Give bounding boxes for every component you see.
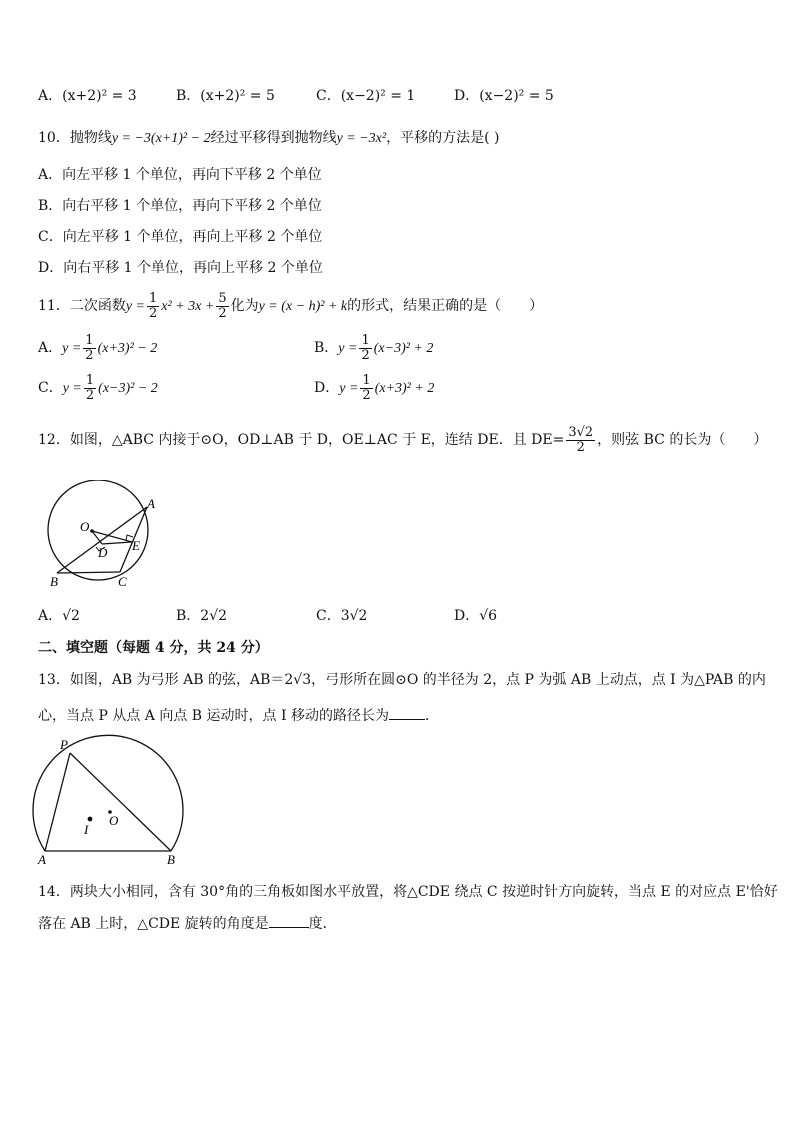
q11-option-b-y: y = [338,341,358,356]
q12-label-e: E [132,538,140,553]
q9-option-b: B．(x+2)² = 5 [176,88,275,104]
q12-option-d: D．√6 [454,608,498,624]
q11-frac-half [147,292,159,321]
q13-segment-pa [45,753,70,851]
q10-option-a: A．向左平移 1 个单位，再向下平移 2 个单位 [38,167,322,183]
q11-option-d-expr: (x+3)² + 2 [374,381,435,396]
q12-stem [38,424,767,456]
q12-option-b: B．2√2 [176,608,228,624]
q11-option-a [38,332,157,365]
q11-option-d-frac [360,374,372,403]
q11-option-d [314,372,434,405]
q10-option-b: B．向右平移 1 个单位，再向下平移 2 个单位 [38,198,322,214]
q14-line2-end: 度． [308,916,337,932]
q11-mid: 化为 [230,298,259,314]
q11-option-a-frac-den: 2 [85,347,94,363]
q13-label-o: O [109,813,119,828]
q11-suffix: 的形式，结果正确的是（ ） [347,298,544,314]
q11-option-a-expr: (x+3)² − 2 [97,341,158,356]
q10-mid: 经过平移得到抛物线 [210,130,337,146]
q11-option-c-frac [84,374,96,403]
q12-segment-de [102,542,132,544]
q14-answer-blank[interactable] [269,913,309,928]
q10-expr2: y = −3x² [336,131,387,146]
q11-option-c-frac-den: 2 [85,387,95,403]
q11-option-d-frac-num: 1 [362,372,371,388]
q11-frac-five-half [216,292,228,321]
q13-label-a: A [38,852,46,866]
q11-y-eq: y = [125,299,145,314]
q13-figure [30,734,195,866]
q12-circle [48,480,148,580]
q11-option-b-label: B． [314,340,339,356]
q9-option-a: A．(x+2)² = 3 [38,88,137,104]
q12-frac-num: 3√2 [568,424,594,440]
q13-label-b: B [167,852,175,866]
q11-option-d-label: D． [314,380,340,396]
q11-option-b-frac-num: 1 [361,332,370,348]
q12-label-b: B [50,574,58,589]
q11-option-c-expr: (x−3)² − 2 [98,381,158,396]
q11-option-c-frac-num: 1 [85,372,95,388]
q11-frac-five-num: 5 [218,290,227,306]
q14-line1: 14．两块大小相同，含有 30°角的三角板如图水平放置，将△CDE 绕点 C 按逆时针方向旋转，当点 E 的对应点 E'恰好 [38,884,778,900]
q12-option-a: A．√2 [38,608,80,624]
q11-option-b [314,332,433,365]
q13-arc [33,735,183,851]
q14-line2-text: 落在 AB 上时，△CDE 旋转的角度是 [38,916,269,932]
q13-line2-text: 心，当点 P 从点 A 向点 B 运动时，点 I 移动的路径长为 [38,708,389,724]
q12-frac [566,426,595,455]
q12-text1: 12．如图，△ABC 内接于⊙O，OD⊥AB 于 D，OE⊥AC 于 E，连结 DE．且 DE= [38,432,565,448]
section-2-heading: 二、填空题（每题 4 分，共 24 分） [38,640,269,656]
q10-option-c: C．向左平移 1 个单位，再向上平移 2 个单位 [38,229,323,245]
q12-point-o [90,529,94,533]
q13-line2-end: ． [424,708,439,724]
q11-target: y = (x − h)² + k [258,299,348,314]
q12-frac-den: 2 [576,439,585,455]
q12-option-c: C．3√2 [316,608,368,624]
q11-prefix: 11．二次函数 [38,298,126,314]
q9-option-c: C．(x−2)² = 1 [316,88,416,104]
q11-option-b-frac-den: 2 [361,347,370,363]
q11-option-a-frac [83,334,95,363]
q13-point-i [88,817,93,822]
q14-line2 [38,913,337,934]
q13-line2 [38,705,439,726]
q12-label-a: A [147,496,155,511]
q12-text2: ，则弦 BC 的长为（ ） [597,432,768,448]
q9-option-d: D．(x−2)² = 5 [454,88,554,104]
q11-option-a-label: A． [38,340,63,356]
q11-frac-half-den: 2 [149,305,158,321]
q11-option-b-frac [359,334,371,363]
q11-option-a-y: y = [62,341,82,356]
q11-option-d-y: y = [339,381,359,396]
q12-segment-bc [57,572,120,573]
q13-answer-blank[interactable] [389,705,425,720]
q12-label-o: O [80,519,90,534]
q13-line1: 13．如图，AB 为弓形 AB 的弦，AB＝2√3，弓形所在圆⊙O 的半径为 2，点 P 为弧 AB 上动点，点 I 为△PAB 的内 [38,672,766,688]
q11-middle-terms: x² + 3x + [161,299,215,314]
q11-frac-half-num: 1 [149,290,158,306]
q10-expr1: y = −3(x+1)² − 2 [111,131,211,146]
q10-stem [38,128,499,149]
q11-option-b-expr: (x−3)² + 2 [373,341,434,356]
q13-label-p: P [60,737,68,752]
q11-option-d-frac-den: 2 [362,387,371,403]
q11-option-c [38,372,158,405]
q11-option-c-y: y = [62,381,82,396]
q11-stem [38,290,543,323]
q10-suffix: ，平移的方法是( ) [386,130,500,146]
q12-figure [30,480,170,595]
q12-label-c: C [118,574,127,589]
q10-prefix: 10．抛物线 [38,130,112,146]
q12-label-d: D [98,545,108,560]
q11-frac-five-den: 2 [218,305,227,321]
q13-label-i: I [84,822,89,837]
q11-option-c-label: C． [38,380,63,396]
q11-option-a-frac-num: 1 [85,332,94,348]
q10-option-d: D．向右平移 1 个单位，再向上平移 2 个单位 [38,260,323,276]
